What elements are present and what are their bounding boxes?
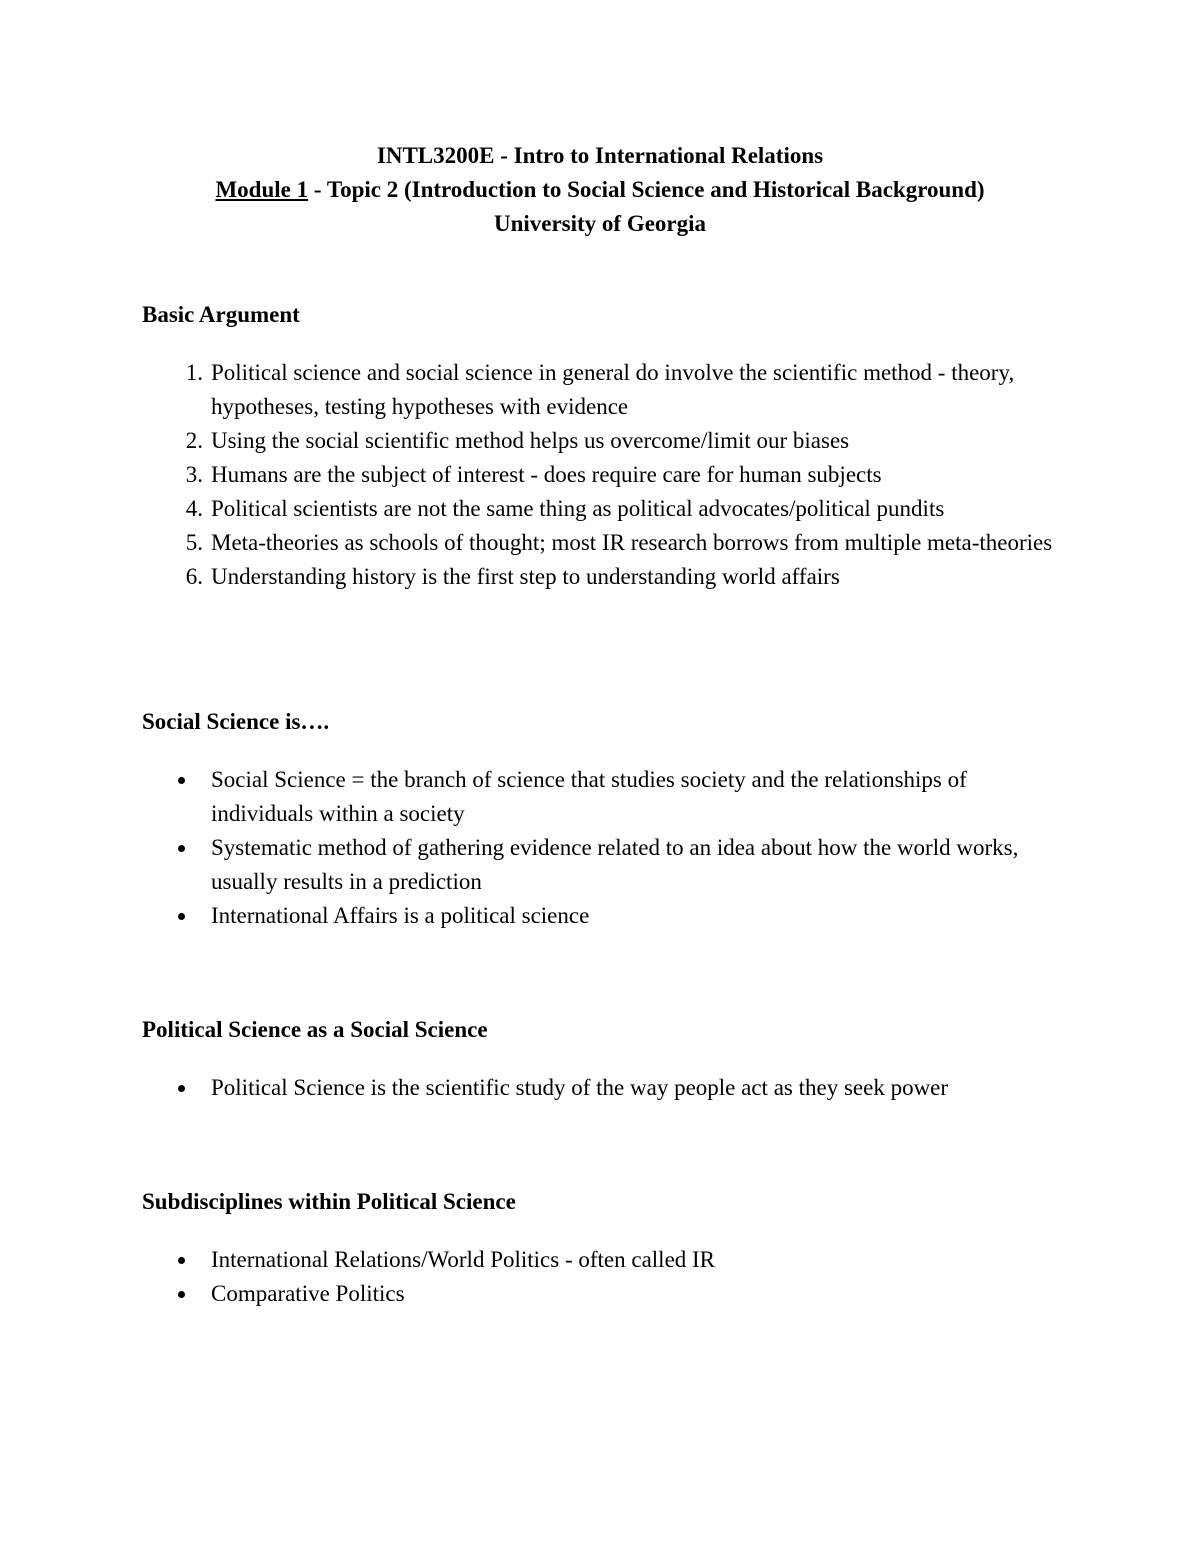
list-number: 5. [185, 530, 203, 555]
bullet-icon [178, 1291, 185, 1298]
section-social-science [142, 705, 1062, 933]
bullet-icon [178, 777, 185, 784]
list-item [142, 763, 1062, 831]
list-item [142, 1071, 1062, 1105]
bullet-list [142, 763, 1062, 933]
numbered-list [142, 356, 1062, 594]
list-item [142, 560, 1062, 594]
list-number: 1. [185, 360, 203, 385]
list-item-text: Using the social scientific method helps us overcome/limit our biases [211, 428, 850, 453]
list-item-text: International Affairs is a political science [211, 903, 590, 928]
list-item-text: Systematic method of gathering evidence related to an idea about how the world works, usually results in a prediction [211, 835, 1019, 894]
list-number: 4. [185, 496, 203, 521]
bullet-icon [178, 1257, 185, 1264]
list-number: 3. [185, 462, 203, 487]
section-basic-argument [142, 298, 1062, 594]
document-header [0, 139, 1200, 241]
bullet-icon [178, 913, 185, 920]
section-title: Basic Argument [142, 302, 300, 327]
bullet-list [142, 1071, 1062, 1105]
list-number: 6. [185, 564, 203, 589]
topic-title: - Topic 2 (Introduction to Social Science and Historical Background) [308, 177, 985, 202]
list-item-text: Political Science is the scientific study of the way people act as they seek power [211, 1075, 949, 1100]
list-item-text: Comparative Politics [211, 1281, 405, 1306]
list-number: 2. [185, 428, 203, 453]
section-title: Subdisciplines within Political Science [142, 1189, 516, 1214]
section-title: Social Science is…. [142, 709, 330, 734]
list-item [142, 899, 1062, 933]
bullet-list [142, 1243, 1062, 1311]
list-item [142, 1243, 1062, 1277]
list-item [142, 492, 1062, 526]
module-topic-line [0, 173, 1200, 207]
bullet-icon [178, 845, 185, 852]
bullet-icon [178, 1085, 185, 1092]
list-item [142, 424, 1062, 458]
list-item [142, 458, 1062, 492]
list-item-text: International Relations/World Politics - often called IR [211, 1247, 716, 1272]
section-political-science [142, 1013, 1062, 1105]
list-item-text: Political science and social science in general do involve the scientific method - theory, hypotheses, testing hypotheses with evidence [211, 360, 1015, 419]
list-item [142, 356, 1062, 424]
list-item-text: Humans are the subject of interest - does require care for human subjects [211, 462, 882, 487]
list-item-text: Meta-theories as schools of thought; most IR research borrows from multiple meta-theories [211, 530, 1053, 555]
list-item [142, 1277, 1062, 1311]
list-item-text: Political scientists are not the same thing as political advocates/political pundits [211, 496, 945, 521]
list-item-text: Social Science = the branch of science that studies society and the relationships of individuals within a society [211, 767, 967, 826]
list-item-text: Understanding history is the first step to understanding world affairs [211, 564, 840, 589]
course-title: INTL3200E - Intro to International Relations [376, 143, 824, 168]
list-item [142, 526, 1062, 560]
section-title: Political Science as a Social Science [142, 1017, 488, 1042]
module-label: Module 1 [215, 177, 309, 202]
list-item [142, 831, 1062, 899]
section-subdisciplines [142, 1185, 1062, 1311]
university-name: University of Georgia [493, 211, 707, 236]
